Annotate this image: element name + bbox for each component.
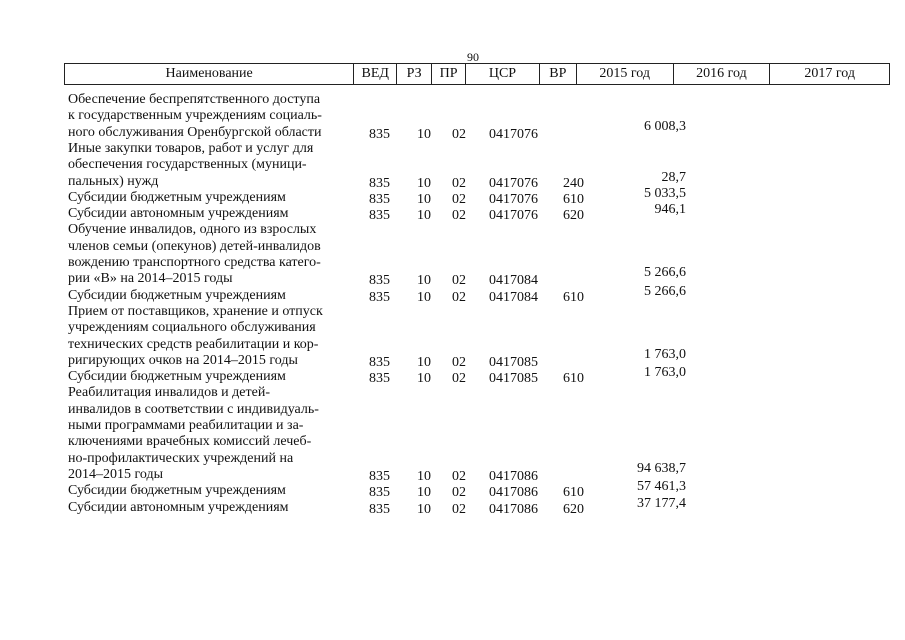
row-vr: 620 — [563, 501, 584, 517]
row-csr: 0417076 — [489, 126, 538, 142]
row-csr: 0417084 — [489, 273, 538, 289]
row-name-line: учреждениям социального обслуживания — [68, 320, 316, 336]
header-2015: 2015 год — [577, 64, 674, 84]
row-rz: 10 — [417, 126, 431, 142]
row-ved: 835 — [369, 289, 390, 305]
row-ved: 835 — [369, 208, 390, 224]
row-name-line: Реабилитация инвалидов и детей- — [68, 385, 270, 401]
row-name-line: Субсидии автономным учреждениям — [68, 206, 289, 222]
row-name-line: 2014–2015 годы — [68, 466, 164, 482]
row-rz: 10 — [417, 191, 431, 207]
row-2015-amount: 37 177,4 — [637, 495, 686, 511]
row-ved: 835 — [369, 273, 390, 289]
row-vr: 610 — [563, 289, 584, 305]
row-csr: 0417085 — [489, 371, 538, 387]
row-name-line: Прием от поставщиков, хранение и отпуск — [68, 303, 323, 319]
row-2015-amount: 28,7 — [661, 169, 686, 185]
row-rz: 10 — [417, 468, 431, 484]
row-pr: 02 — [452, 468, 466, 484]
table-header — [64, 63, 890, 85]
row-pr: 02 — [452, 191, 466, 207]
row-pr: 02 — [452, 126, 466, 142]
row-vr: 610 — [563, 191, 584, 207]
row-name-line: вождению транспортного средства катего- — [68, 255, 321, 270]
row-name-line: Иные закупки товаров, работ и услуг для — [68, 140, 314, 156]
row-ved: 835 — [369, 468, 390, 484]
row-2015-amount: 94 638,7 — [637, 460, 686, 476]
row-name-line: обеспечения государственных (муници- — [68, 157, 307, 173]
row-pr: 02 — [452, 501, 466, 517]
row-ved: 835 — [369, 501, 390, 517]
header-rz: РЗ — [397, 64, 432, 84]
row-name-line: Обучение инвалидов, одного из взрослых — [68, 222, 317, 238]
row-rz: 10 — [417, 273, 431, 289]
row-name-line: Субсидии бюджетным учреждениям — [68, 483, 286, 499]
row-pr: 02 — [452, 208, 466, 224]
row-ved: 835 — [369, 485, 390, 501]
row-csr: 0417085 — [489, 354, 538, 370]
row-2015-amount: 946,1 — [654, 202, 686, 218]
row-rz: 10 — [417, 501, 431, 517]
row-ved: 835 — [369, 371, 390, 387]
row-name-line: технических средств реабилитации и кор- — [68, 336, 319, 352]
row-rz: 10 — [417, 208, 431, 224]
row-2015-amount: 5 033,5 — [644, 185, 686, 201]
header-ved: ВЕД — [354, 64, 397, 84]
row-name-line: пальных) нужд — [68, 173, 159, 189]
row-name-line: ными программами реабилитации и за- — [68, 418, 304, 433]
row-csr: 0417086 — [489, 468, 538, 484]
row-rz: 10 — [417, 485, 431, 501]
row-pr: 02 — [452, 175, 466, 191]
row-csr: 0417076 — [489, 208, 538, 224]
row-2015-amount: 5 266,6 — [644, 265, 686, 281]
row-csr: 0417076 — [489, 191, 538, 207]
row-pr: 02 — [452, 354, 466, 370]
row-name-line: членов семьи (опекунов) детей-инвалидов — [68, 238, 321, 254]
page-number: 90 — [467, 50, 479, 64]
header-vr: ВР — [540, 64, 577, 84]
header-2017: 2017 год — [804, 66, 855, 81]
row-rz: 10 — [417, 371, 431, 387]
row-2015-amount: 5 266,6 — [644, 283, 686, 299]
row-name-line: Субсидии бюджетным учреждениям — [68, 189, 286, 205]
row-name-line: Субсидии автономным учреждениям — [68, 499, 289, 515]
row-ved: 835 — [369, 126, 390, 142]
row-vr: 620 — [563, 208, 584, 224]
row-vr: 240 — [563, 175, 584, 191]
row-pr: 02 — [452, 485, 466, 501]
row-name-line: Субсидии бюджетным учреждениям — [68, 287, 286, 303]
row-name-line: ного обслуживания Оренбургской области — [68, 124, 322, 140]
row-rz: 10 — [417, 289, 431, 305]
row-pr: 02 — [452, 371, 466, 387]
row-name-line: рии «В» на 2014–2015 годы — [68, 271, 233, 287]
row-name-line: Обеспечение беспрепятственного доступа — [68, 92, 321, 107]
row-ved: 835 — [369, 354, 390, 370]
row-ved: 835 — [369, 175, 390, 191]
row-vr: 610 — [563, 485, 584, 501]
row-pr: 02 — [452, 273, 466, 289]
row-name-line: инвалидов в соответствии с индивидуаль- — [68, 401, 319, 417]
row-vr: 610 — [563, 371, 584, 387]
header-pr: ПР — [432, 64, 466, 84]
row-2015-amount: 1 763,0 — [644, 365, 686, 381]
header-csr: ЦСР — [466, 64, 540, 84]
row-rz: 10 — [417, 175, 431, 191]
row-csr: 0417086 — [489, 485, 538, 501]
row-2015-amount: 1 763,0 — [644, 346, 686, 362]
row-name-line: Субсидии бюджетным учреждениям — [68, 369, 286, 385]
row-2015-amount: 57 461,3 — [637, 479, 686, 495]
row-csr: 0417084 — [489, 289, 538, 305]
header-name: Наименование — [65, 64, 354, 84]
row-csr: 0417076 — [489, 175, 538, 191]
header-2016: 2016 год — [674, 64, 771, 84]
row-name-line: но-профилактических учреждений на — [68, 450, 294, 466]
row-rz: 10 — [417, 354, 431, 370]
row-name-line: к государственным учреждениям социаль- — [68, 108, 322, 124]
row-ved: 835 — [369, 191, 390, 207]
row-2015-amount: 6 008,3 — [644, 118, 686, 134]
row-name-line: ключениями врачебных комиссий лечеб- — [68, 434, 312, 450]
row-csr: 0417086 — [489, 501, 538, 517]
row-name-line: ригирующих очков на 2014–2015 годы — [68, 352, 298, 368]
row-pr: 02 — [452, 289, 466, 305]
